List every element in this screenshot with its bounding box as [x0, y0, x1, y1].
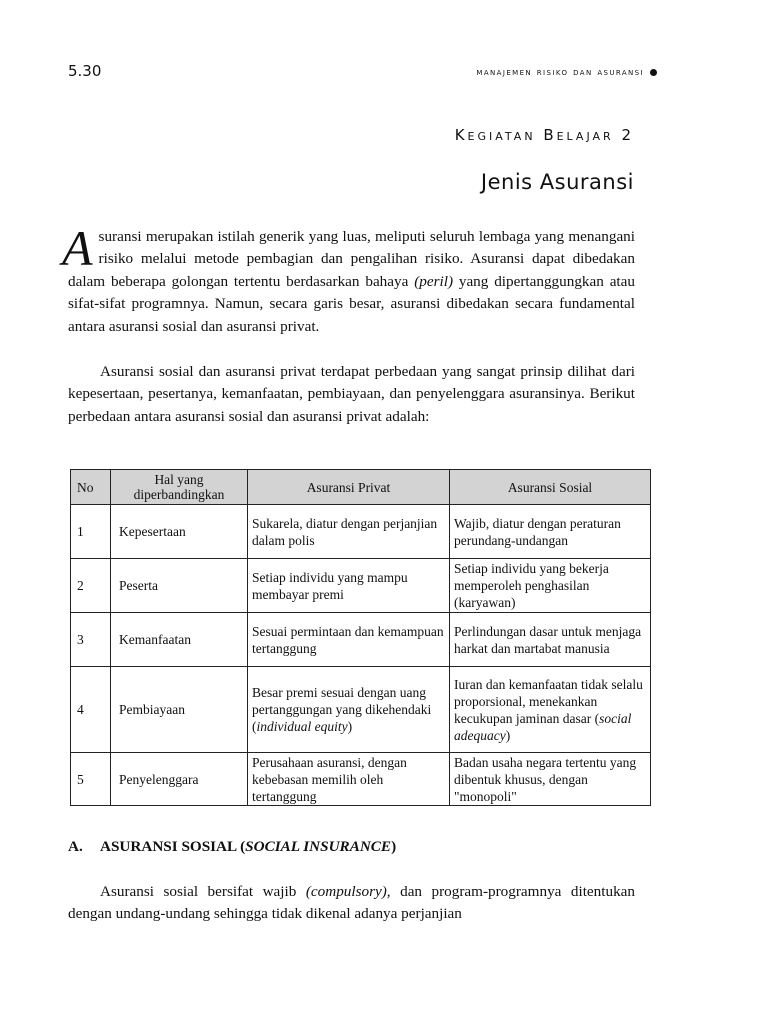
cell-no: 3	[71, 613, 111, 667]
header-privat: Asuransi Privat	[248, 470, 450, 505]
cell-privat: Sesuai permintaan dan kemampuan tertanggung	[248, 613, 450, 667]
privat-text-b: )	[347, 719, 353, 734]
comparison-table	[70, 469, 651, 806]
cell-hal: Kemanfaatan	[111, 613, 248, 667]
sosial-text-italic: social adequacy	[454, 710, 632, 743]
running-title: manajemen risiko dan asuransi	[476, 66, 644, 78]
cell-hal: Pembiayaan	[111, 667, 248, 753]
dropcap: A	[62, 220, 93, 276]
p1-text-a: suransi merupakan istilah generik yang luas, meliputi seluruh lembaga yang menangani risiko melalui metode pembagian dan pengalihan risiko. Asuransi dapat dibedakan dalam beberapa golongan tertentu berdasarkan bahaya	[68, 228, 635, 290]
cell-no: 5	[71, 753, 111, 806]
sosial-text-a: Iuran dan kemanfaatan tidak selalu proporsional, menekankan kecukupan jaminan dasar (	[454, 676, 643, 726]
subsection-title-italic: SOCIAL INSURANCE	[245, 838, 392, 855]
p3-text-b: dan program-programnya ditentukan dengan undang-undang sehingga tidak dikenal adanya perjanjian	[68, 883, 635, 923]
cell-no: 1	[71, 505, 111, 559]
cell-privat	[248, 667, 450, 753]
table-row	[71, 753, 651, 806]
cell-hal: Kepesertaan	[111, 505, 248, 559]
privat-text-a: Besar premi sesuai dengan uang pertanggungan yang dikehendaki (	[252, 685, 432, 734]
table-header-row	[71, 470, 651, 505]
privat-text-italic: individual equity	[256, 719, 348, 734]
body-paragraph-3	[68, 881, 635, 926]
cell-sosial: Wajib, diatur dengan peraturan perundang-undangan	[450, 505, 651, 559]
sosial-text-b: )	[505, 727, 511, 743]
cell-hal: Peserta	[111, 559, 248, 613]
page-number: 5.30	[68, 62, 102, 80]
header-hal: Hal yang diperbandingkan	[111, 470, 248, 505]
cell-sosial	[450, 667, 651, 753]
activity-label: Kegiatan Belajar 2	[454, 126, 634, 144]
subsection-title-a: ASURANSI SOSIAL (	[100, 838, 246, 855]
table-row	[71, 505, 651, 559]
p1-text-b: yang dipertanggungkan atau sifat-sifat programnya. Namun, secara garis besar, asuransi dibedakan secara fundamental antara asuransi sosial dan asuransi privat.	[68, 272, 635, 335]
cell-hal: Penyelenggara	[111, 753, 248, 806]
cell-privat: Sukarela, diatur dengan perjanjian dalam polis	[248, 505, 450, 559]
p1-peril: (peril)	[414, 272, 454, 290]
cell-privat: Perusahaan asuransi, dengan kebebasan memilih oleh tertanggung	[248, 753, 450, 806]
table-row	[71, 559, 651, 613]
p3-text-a: Asuransi sosial bersifat wajib	[100, 883, 306, 900]
cell-sosial: Badan usaha negara tertentu yang dibentuk khusus, dengan "monopoli"	[450, 753, 651, 806]
subsection-heading	[68, 838, 396, 856]
cell-privat: Setiap individu yang mampu membayar premi	[248, 559, 450, 613]
table-row	[71, 613, 651, 667]
intro-paragraph-1	[62, 220, 635, 338]
header-no: No	[71, 470, 111, 505]
table-row	[71, 667, 651, 753]
intro-paragraph-2: Asuransi sosial dan asuransi privat terdapat perbedaan yang sangat prinsip dilihat dari kepesertaan, pesertanya, kemanfaatan, pembiayaan, dan penyelenggara asuransinya. Berikut perbedaan antara asuransi sosial dan asuransi privat adalah:	[68, 363, 635, 425]
page-title: Jenis Asuransi	[480, 170, 634, 194]
cell-sosial: Perlindungan dasar untuk menjaga harkat dan martabat manusia	[450, 613, 651, 667]
subsection-letter: A.	[68, 838, 83, 855]
cell-sosial: Setiap individu yang bekerja memperoleh penghasilan (karyawan)	[450, 559, 651, 613]
bullet-icon	[650, 69, 657, 76]
subsection-title-b: )	[391, 838, 397, 855]
cell-no: 4	[71, 667, 111, 753]
cell-no: 2	[71, 559, 111, 613]
header-sosial: Asuransi Sosial	[450, 470, 651, 505]
p3-italic: (compulsory),	[305, 883, 391, 900]
